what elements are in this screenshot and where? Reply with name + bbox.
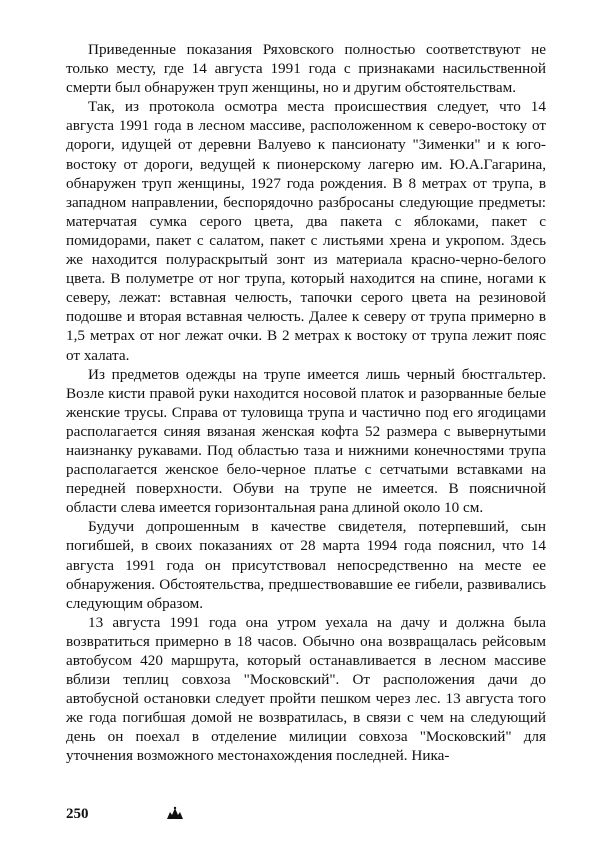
paragraph-4: Будучи допрошенным в качестве свидетеля, потерпевший, сын погибшей, в своих показаниях от 28 марта 1994 года пояснил, что 14 августа 1991 года он присутствовал непосредственно на месте ее обнаружения. Обстоятельства, предшествовавшие ее гибели, развивались следующим образом. [66, 518, 546, 612]
paragraph-3: Из предметов одежды на трупе имеется лишь черный бюстгальтер. Возле кисти правой руки находится носовой платок и разорванные белые женские трусы. Справа от туловища трупа и частично под его ягодицами располагается синяя вязаная женская кофта 52 размера с вывернутыми наизнанку рукавами. Под областью таза и нижними конечностями трупа располагается женское бело-черное платье с сетчатыми вставками на передней поверхности. Обуви на трупе не имеется. В поясничной области слева имеется горизонтальная рана длиной около 10 см. [66, 365, 546, 517]
printer-ornament-icon [166, 806, 184, 820]
page-number: 250 [66, 806, 89, 822]
paragraph-1: Приведенные показания Ряховского полностью соответствуют не только месту, где 14 августа 1991 года с признаками насильственной смерти был обнаружен труп женщины, но и другим обстоятельствам. [66, 41, 546, 97]
paragraph-2: Так, из протокола осмотра места происшествия следует, что 14 августа 1991 года в лесном массиве, расположенном к северо-востоку от дороги, идущей от деревни Валуево к пансионату "Зименки" и к юго-востоку от дороги, ведущей к пионерскому лагерю им. Ю.А.Гагарина, обнаружен труп женщины, 1927 года рождения. В 8 метрах от трупа, в западном направлении, беспорядочно разбросаны следующие предметы: матерчатая сумка серого цвета, два пакета с яблоками, пакет с помидорами, пакет с салатом, пакет с листьями хрена и укропом. Здесь же находится полураскрытый зонт из материала красно-черно-белого цвета. В полуметре от ног трупа, который находится на спине, ногами к северу, лежат: вставная челюсть, тапочки серого цвета на резиновой подошве и вторая вставная челюсть. Далее к северу от трупа примерно в 1,5 метрах от ног лежат очки. В 2 метрах к востоку от трупа лежит пояс от халата. [66, 98, 546, 364]
body-text [66, 40, 546, 766]
paragraph-5: 13 августа 1991 года она утром уехала на дачу и должна была возвратиться примерно в 18 часов. Обычно она возвращалась рейсовым автобусом 420 маршрута, который останавливается в лесном массиве вблизи теплиц совхоза "Московский". От расположения дачи до автобусной остановки следует пройти пешком через лес. 13 августа того же года погибшая домой не возвратилась, в связи с чем на следующий день он поехал в отделение милиции совхоза "Московский" для уточнения возможного местонахождения последней. Ника- [66, 613, 546, 765]
